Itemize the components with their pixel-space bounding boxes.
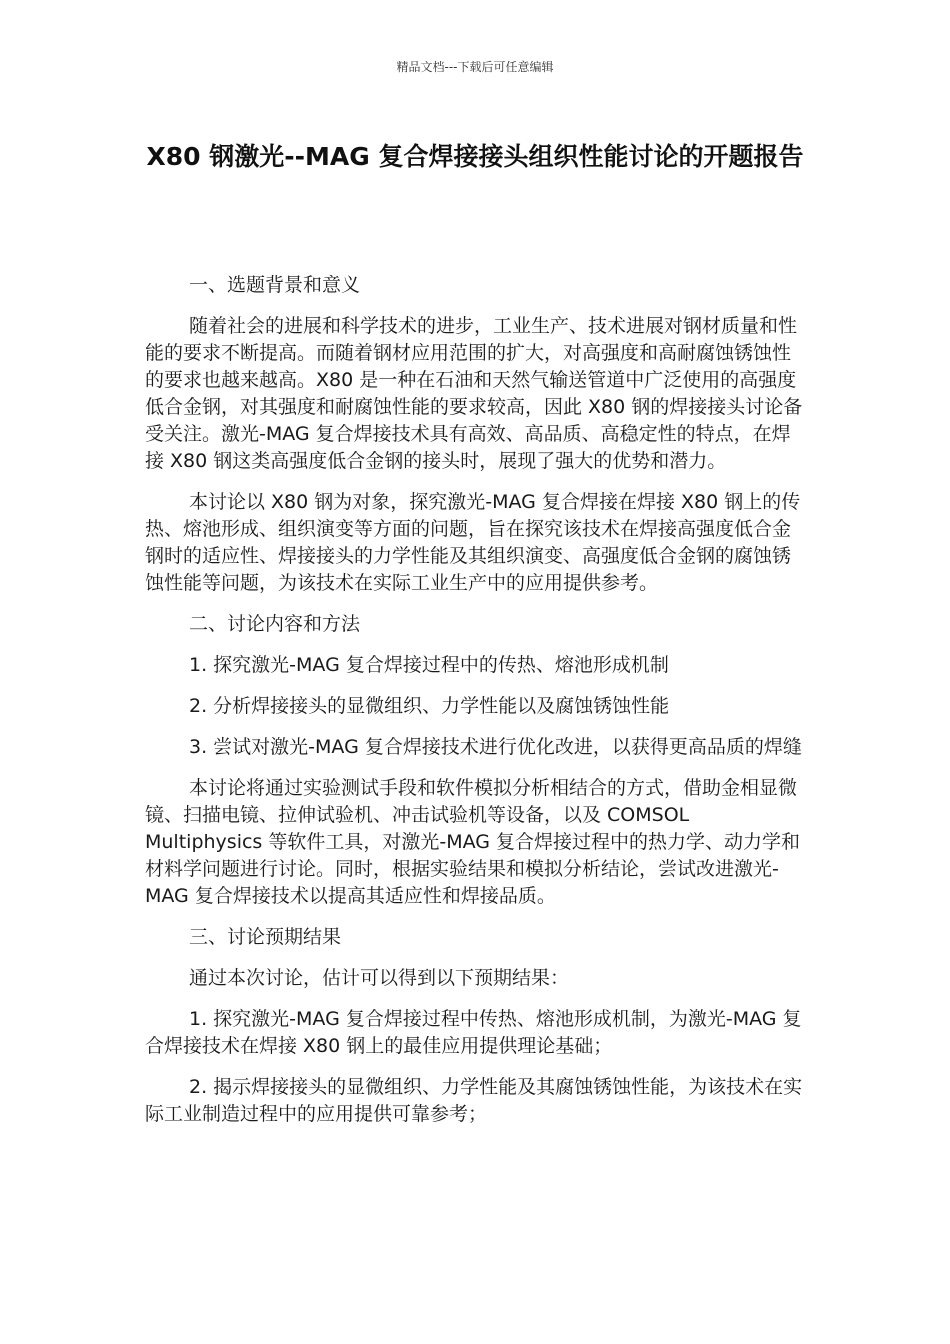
paragraph-results-intro: 通过本次讨论，估计可以得到以下预期结果：	[189, 967, 570, 989]
paragraph-method: 本讨论将通过实验测试手段和软件模拟分析相结合的方式，借助金相显微镜、扫描电镜、拉伸试验机、冲击试验机等设备，以及 COMSOL Multiphysics 等软件工具，对激光-MAG 复合焊接过程中的热力学、动力学和材料学问题进行讨论。同时，根据实验结果和模拟分析结论，尝试改进激光-MAG 复合焊接技术以提高其适应性和焊接品质。	[145, 777, 801, 907]
document-body	[145, 272, 805, 1142]
list-item-content-2: 2. 分析焊接接头的显微组织、力学性能以及腐蚀锈蚀性能	[189, 695, 670, 717]
paragraph-objective: 本讨论以 X80 钢为对象，探究激光-MAG 复合焊接在焊接 X80 钢上的传热、熔池形成、组织演变等方面的问题，旨在探究该技术在焊接高强度低合金钢时的适应性、焊接接头的力学性能及其组织演变、高强度低合金钢的腐蚀锈蚀性能等问题，为该技术在实际工业生产中的应用提供参考。	[145, 491, 801, 594]
list-item-content-1: 1. 探究激光-MAG 复合焊接过程中的传热、熔池形成机制	[189, 654, 669, 676]
document-title: X80 钢激光--MAG 复合焊接接头组织性能讨论的开题报告	[146, 142, 804, 171]
header-note: 精品文档---下载后可任意编辑	[396, 60, 554, 74]
section-heading-content: 二、讨论内容和方法	[189, 613, 361, 635]
section-heading-background: 一、选题背景和意义	[189, 274, 361, 296]
paragraph-background: 随着社会的进展和科学技术的进步，工业生产、技术进展对钢材质量和性能的要求不断提高。而随着钢材应用范围的扩大，对高强度和高耐腐蚀锈蚀性的要求也越来越高。X80 是一种在石油和天然气输送管道中广泛使用的高强度低合金钢，对其强度和耐腐蚀性能的要求较高，因此 X80 钢的焊接接头讨论备受关注。激光-MAG 复合焊接技术具有高效、高品质、高稳定性的特点，在焊接 X80 钢这类高强度低合金钢的接头时，展现了强大的优势和潜力。	[145, 315, 803, 472]
section-heading-results: 三、讨论预期结果	[189, 926, 342, 948]
list-item-result-1: 1. 探究激光-MAG 复合焊接过程中传热、熔池形成机制，为激光-MAG 复合焊接技术在焊接 X80 钢上的最佳应用提供理论基础；	[145, 1008, 802, 1057]
list-item-result-2: 2. 揭示焊接接头的显微组织、力学性能及其腐蚀锈蚀性能，为该技术在实际工业制造过程中的应用提供可靠参考；	[145, 1076, 803, 1125]
list-item-content-3: 3. 尝试对激光-MAG 复合焊接技术进行优化改进，以获得更高品质的焊缝	[189, 736, 802, 758]
